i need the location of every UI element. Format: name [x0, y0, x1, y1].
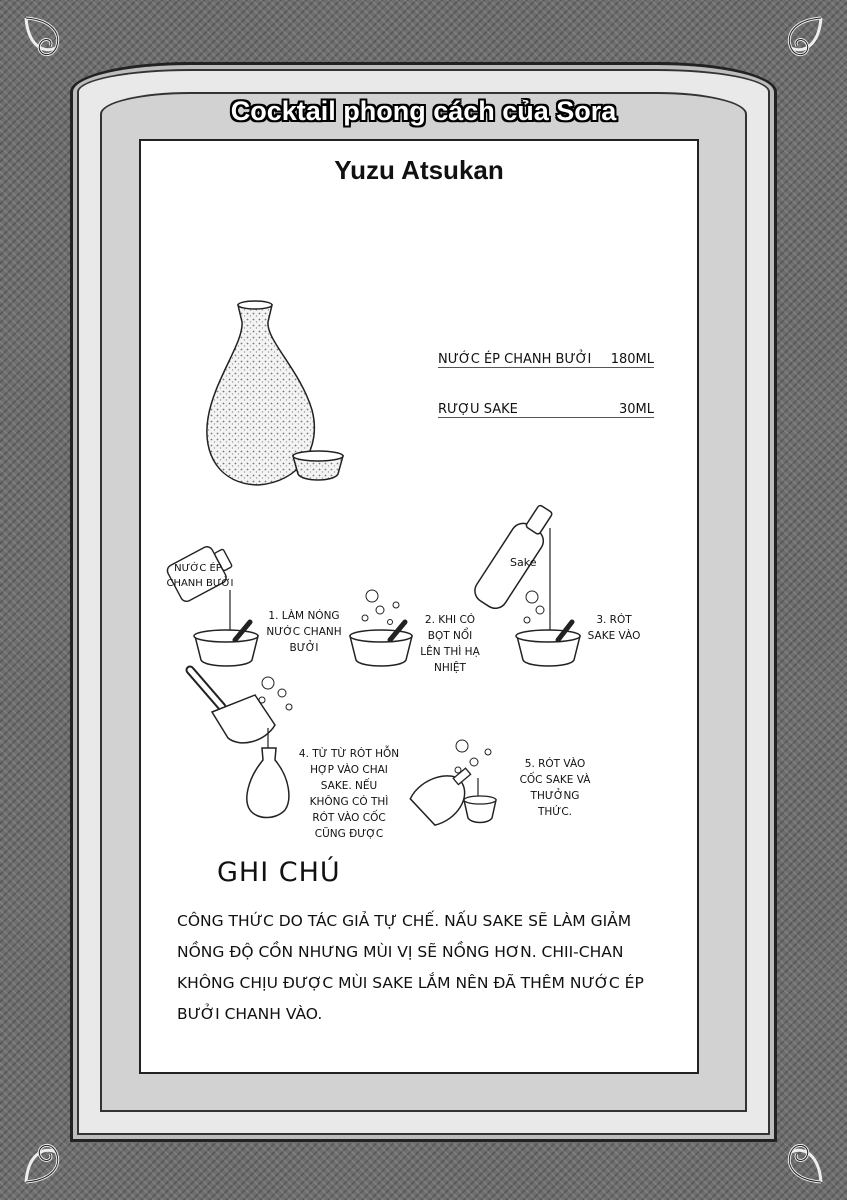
bubbles-icon — [524, 591, 544, 623]
pot-icon — [516, 622, 580, 666]
bubbles-icon — [259, 677, 292, 710]
notes-body: CÔNG THỨC DO TÁC GIẢ TỰ CHẾ. NẤU SAKE SẼ LÀM GIẢM NỒNG ĐỘ CỒN NHƯNG MÙI VỊ SẼ NỒNG HƠN. CHII-CHAN KHÔNG CHỊU ĐƯỢC MÙI SAKE LẮM NÊN ĐÃ THÊM NƯỚC ÉP BƯỞI CHANH VÀO. — [177, 912, 644, 1023]
sake-cup-icon — [464, 796, 496, 823]
ingredient-name: RƯỢU SAKE — [438, 402, 518, 417]
pot-icon — [194, 622, 258, 666]
sake-cup-icon — [293, 451, 343, 480]
ingredient-name: NƯỚC ÉP CHANH BƯỞI — [438, 352, 592, 367]
ingredient-amount: 30ML — [618, 402, 654, 417]
pot-icon — [350, 622, 412, 666]
recipe-title: Yuzu Atsukan — [334, 155, 504, 185]
step-2-caption: 2. KHI CÓ BỌT NỔI LÊN THÌ HẠ NHIỆT — [420, 614, 480, 674]
juice-bottle-label: CHANH BƯỞI — [166, 578, 234, 589]
bubbles-icon — [362, 590, 399, 625]
ingredient-amount: 180ML — [610, 352, 654, 367]
juice-bottle-label: NƯỚC ÉP — [174, 563, 222, 574]
notes-heading: GHI CHÚ — [217, 857, 341, 888]
bubbles-icon — [455, 740, 491, 773]
step-4-caption: 4. TỪ TỪ RÓT HỖN HỢP VÀO CHAI SAKE. NẾU KHÔNG CÓ THÌ RÓT VÀO CỐC CŨNG ĐƯỢC — [298, 748, 400, 840]
page-header-title: Cocktail phong cách của Sora — [230, 96, 617, 126]
sake-bottle-icon — [247, 748, 289, 818]
step-5-caption: 5. RÓT VÀO CỐC SAKE VÀ THƯỞNG THỨC. — [519, 758, 591, 818]
step-1-caption: 1. LÀM NÓNG NƯỚC CHANH BƯỞI — [266, 610, 342, 654]
step-3-caption: 3. RÓT SAKE VÀO — [587, 614, 641, 642]
sake-bottle-label: Sake — [510, 556, 537, 569]
